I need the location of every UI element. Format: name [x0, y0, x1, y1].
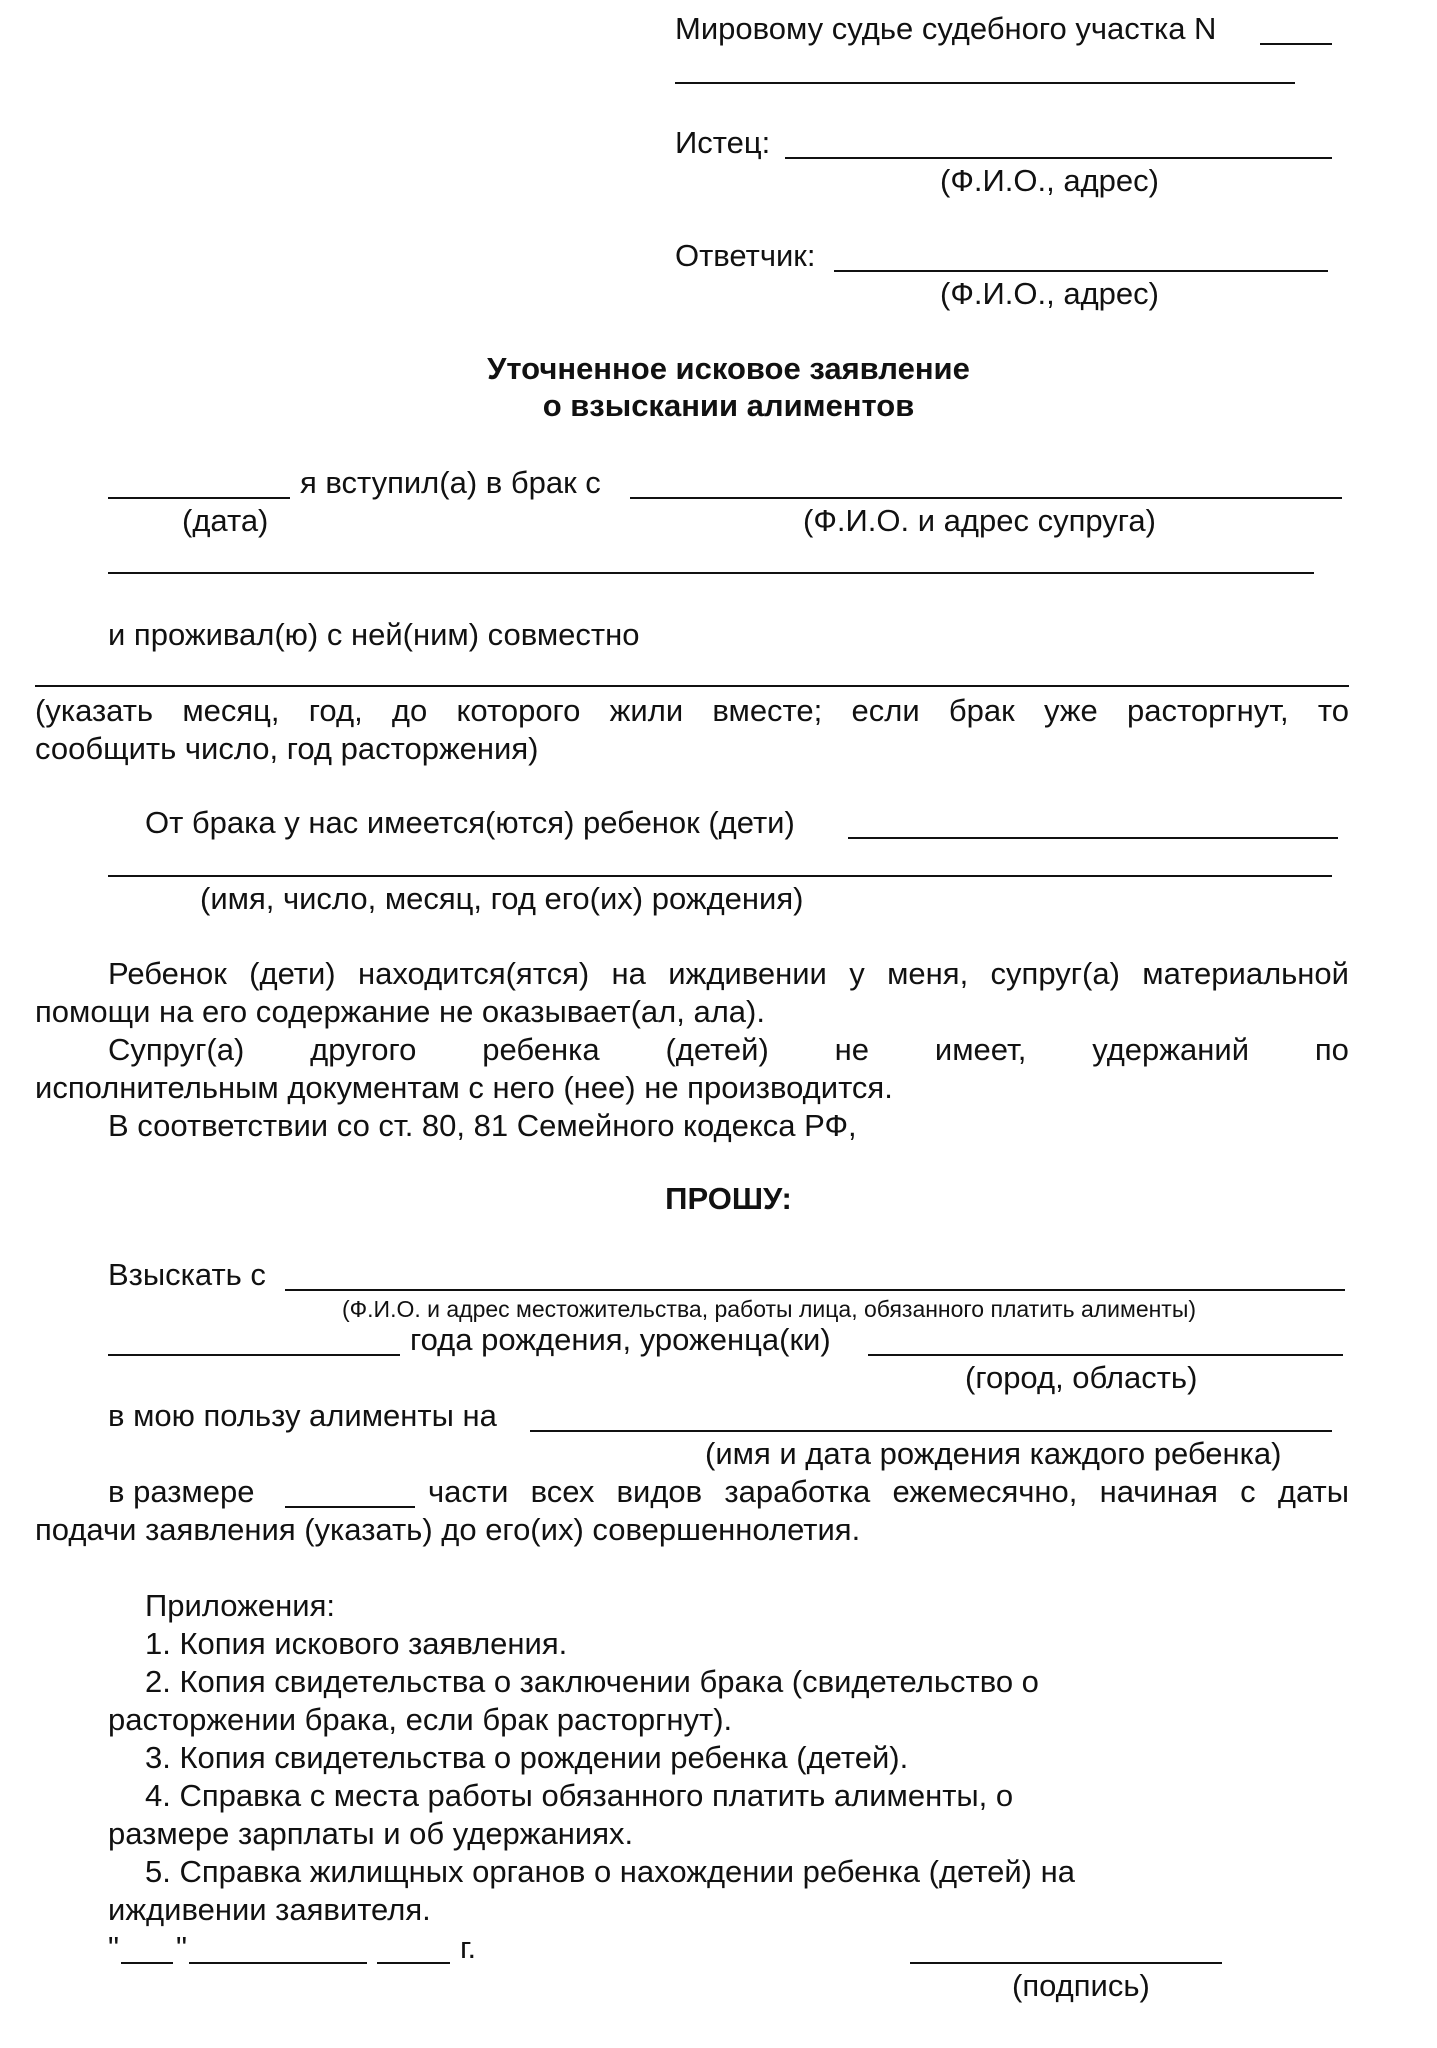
attachments-heading: Приложения: [145, 1588, 335, 1623]
amount-blank [285, 1506, 415, 1508]
children-details-blank [108, 875, 1332, 877]
amount-suffix: части всех видов заработка ежемесячно, начиная с даты [428, 1474, 1349, 1509]
month-blank [189, 1962, 367, 1964]
signature-blank [910, 1962, 1222, 1964]
paragraph-2-line1 [108, 1031, 1349, 1069]
court-name-blank [675, 82, 1295, 84]
children-hint: (имя, число, месяц, год его(их) рождения) [200, 881, 804, 916]
paragraph-2-line2: исполнительным документам с него (нее) не производится. [35, 1070, 893, 1105]
document-title-line2: о взыскании алиментов [542, 388, 915, 423]
defendant-hint: (Ф.И.О., адрес) [940, 276, 1159, 311]
date-close-quote: " [176, 1930, 188, 1965]
attachment-item-4-line1: 4. Справка с места работы обязанного платить алименты, о [145, 1778, 1014, 1813]
year-suffix: г. [460, 1930, 477, 1965]
favor-text: в мою пользу алименты на [108, 1398, 497, 1433]
collect-label: Взыскать с [108, 1257, 266, 1292]
paragraph-1-line2: помощи на его содержание не оказывает(ал, ала). [35, 994, 765, 1029]
amount-prefix: в размере [108, 1474, 255, 1509]
spouse-hint: (Ф.И.О. и адрес супруга) [803, 503, 1156, 538]
paragraph-3: В соответствии со ст. 80, 81 Семейного кодекса РФ, [108, 1108, 857, 1143]
paragraph-2-word: по [1314, 1032, 1349, 1067]
attachment-item-2-line1: 2. Копия свидетельства о заключении брака (свидетельство о [145, 1664, 1039, 1699]
paragraph-2-word: (детей) [665, 1032, 769, 1067]
collect-hint: (Ф.И.О. и адрес местожительства, работы лица, обязанного платить алименты) [342, 1296, 1197, 1322]
paragraph-2-word: удержаний [1092, 1032, 1250, 1067]
defendant-label: Ответчик: [675, 238, 816, 273]
cohabitation-blank [35, 685, 1349, 687]
paragraph-2-word: ребенка [482, 1032, 600, 1067]
paragraph-2-word: Супруг(а) [108, 1032, 245, 1067]
children-blank [848, 837, 1338, 839]
signature-hint: (подпись) [1012, 1968, 1150, 2003]
collect-blank [285, 1289, 1345, 1291]
document-title-line1: Уточненное исковое заявление [487, 351, 970, 386]
paragraph-2-word: не [834, 1032, 870, 1067]
children-text: От брака у нас имеется(ются) ребенок (дети) [145, 805, 795, 840]
attachment-item-3: 3. Копия свидетельства о рождении ребенка (детей). [145, 1740, 909, 1775]
date-hint: (дата) [182, 503, 269, 538]
cohabitation-note-line1: (указать месяц, год, до которого жили вместе; если брак уже расторгнут, то [35, 693, 1349, 728]
spouse-address-blank [108, 572, 1314, 574]
birth-year-blank [108, 1354, 400, 1356]
favor-hint: (имя и дата рождения каждого ребенка) [705, 1436, 1282, 1471]
defendant-blank [834, 270, 1328, 272]
addressee-text: Мировому судье судебного участка N [675, 11, 1217, 46]
date-open-quote: " [108, 1930, 120, 1965]
attachment-item-4-line2: размере зарплаты и об удержаниях. [108, 1816, 634, 1851]
paragraph-1-line1: Ребенок (дети) находится(ятся) на иждивении у меня, супруг(а) материальной [108, 956, 1349, 991]
cohabitation-note-line2: сообщить число, год расторжения) [35, 731, 539, 766]
attachment-item-5-line2: иждивении заявителя. [108, 1892, 431, 1927]
court-number-blank [1260, 43, 1332, 45]
amount-line2: подачи заявления (указать) до его(их) совершеннолетия. [35, 1512, 861, 1547]
day-blank [121, 1962, 173, 1964]
favor-blank [530, 1430, 1332, 1432]
marriage-text: я вступил(а) в брак с [300, 465, 601, 500]
paragraph-2-word: имеет, [934, 1032, 1027, 1067]
year-blank [377, 1962, 450, 1964]
birth-hint: (город, область) [965, 1360, 1198, 1395]
spouse-blank [630, 497, 1342, 499]
request-heading: ПРОШУ: [665, 1181, 792, 1216]
cohabitation-text: и проживал(ю) с ней(ним) совместно [108, 617, 640, 652]
attachment-item-5-line1: 5. Справка жилищных органов о нахождении ребенка (детей) на [145, 1854, 1075, 1889]
plaintiff-blank [785, 157, 1332, 159]
birth-text: года рождения, уроженца(ки) [410, 1322, 831, 1357]
marriage-date-blank [108, 497, 290, 499]
paragraph-2-word: другого [310, 1032, 417, 1067]
plaintiff-label: Истец: [675, 125, 771, 160]
attachment-item-2-line2: расторжении брака, если брак расторгнут). [108, 1702, 733, 1737]
attachment-item-1: 1. Копия искового заявления. [145, 1626, 568, 1661]
birthplace-blank [868, 1354, 1343, 1356]
plaintiff-hint: (Ф.И.О., адрес) [940, 163, 1159, 198]
